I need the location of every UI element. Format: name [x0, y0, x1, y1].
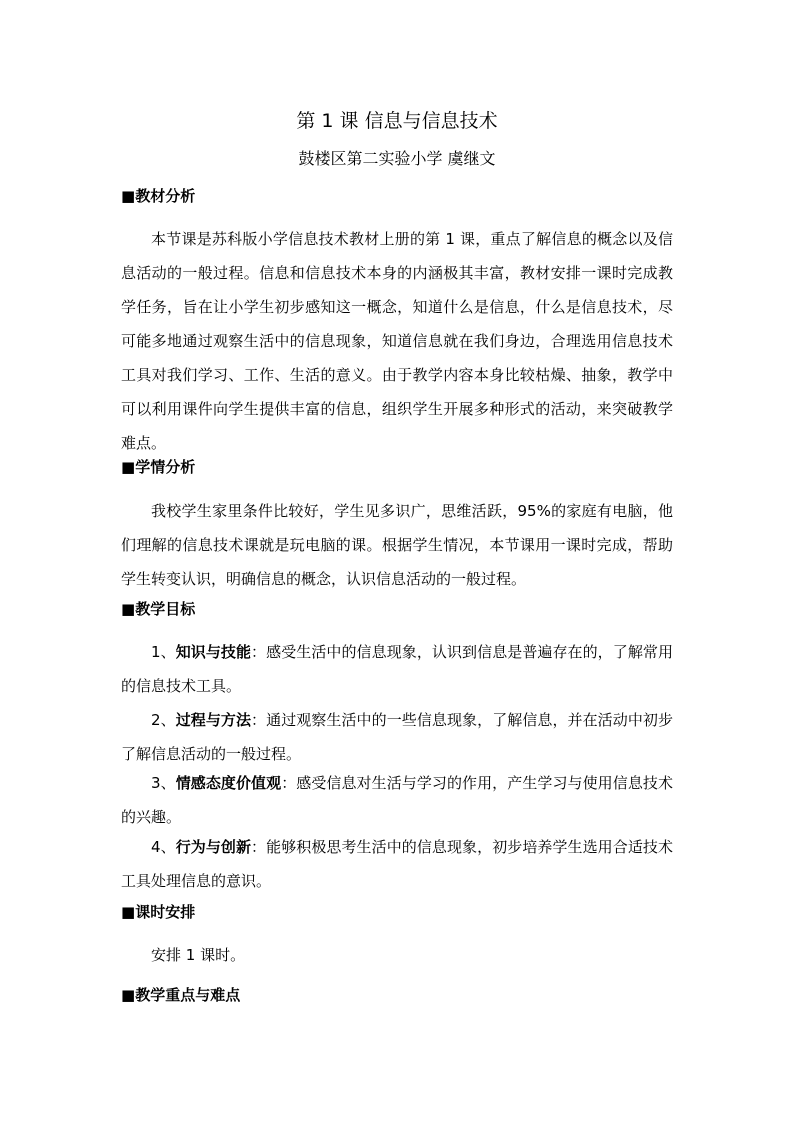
goal-text: 能够积极思考生活中的信息现象，初步培养学生选用合适技术工具处理信息的意识。 — [121, 838, 673, 890]
goal-label: 情感态度价值观 — [175, 774, 282, 792]
section-heading-text: 教学目标 — [135, 600, 196, 618]
goal-number: 2、 — [151, 711, 176, 729]
goal-number: 3、 — [151, 774, 176, 792]
square-bullet-icon: ■ — [121, 600, 136, 618]
goal-item — [121, 703, 673, 771]
goal-item — [121, 766, 673, 834]
section-body-class-hours: 安排 1 课时。 — [151, 946, 246, 964]
section-heading-text: 教材分析 — [135, 187, 196, 205]
author-byline: 鼓楼区第二实验小学 虞继文 — [298, 149, 496, 168]
goal-label: 过程与方法 — [175, 711, 252, 729]
section-heading-teaching-goals — [121, 597, 195, 621]
goal-separator: ： — [251, 711, 267, 729]
square-bullet-icon: ■ — [121, 458, 136, 476]
goal-text: 通过观察生活中的一些信息现象，了解信息，并在活动中初步了解信息活动的一般过程。 — [121, 711, 673, 763]
goal-item — [121, 635, 673, 703]
section-heading-student-analysis — [121, 455, 195, 479]
goal-separator: ： — [281, 774, 297, 792]
goal-label: 行为与创新 — [175, 838, 252, 856]
square-bullet-icon: ■ — [121, 986, 136, 1004]
section-body-student-analysis: 我校学生家里条件比较好，学生见多识广，思维活跃，95%的家庭有电脑，他们理解的信息技术课就是玩电脑的课。根据学生情况，本节课用一课时完成，帮助学生转变认识，明确信息的概念，认识信息活动的一般过程。 — [121, 502, 673, 588]
section-heading-key-points — [121, 983, 240, 1007]
square-bullet-icon: ■ — [121, 187, 136, 205]
section-heading-text: 学情分析 — [135, 458, 196, 476]
goal-label: 知识与技能 — [175, 643, 252, 661]
goal-text: 感受信息对生活与学习的作用，产生学习与使用信息技术的兴趣。 — [121, 774, 673, 826]
goal-number: 1、 — [151, 643, 176, 661]
goal-separator: ： — [251, 838, 267, 856]
goal-item — [121, 830, 673, 898]
section-body-textbook-analysis: 本节课是苏科版小学信息技术教材上册的第 1 课，重点了解信息的概念以及信息活动的一般过程。信息和信息技术本身的内涵极其丰富，教材安排一课时完成教学任务，旨在让小学生初步感知这一概念，知道什么是信息，什么是信息技术，尽可能多地通过观察生活中的信息现象，知道信息就在我们身边，合理选用信息技术工具对我们学习、工作、生活的意义。由于教学内容本身比较枯燥、抽象，教学中可以利用课件向学生提供丰富的信息，组织学生开展多种形式的活动，来突破教学难点。 — [121, 230, 673, 452]
section-heading-text: 教学重点与难点 — [135, 986, 241, 1004]
section-heading-textbook-analysis — [121, 184, 195, 208]
square-bullet-icon: ■ — [121, 903, 136, 921]
goal-separator: ： — [251, 643, 267, 661]
page-title: 第 1 课 信息与信息技术 — [296, 110, 498, 132]
goal-number: 4、 — [151, 838, 176, 856]
section-heading-text: 课时安排 — [135, 903, 196, 921]
section-heading-class-hours — [121, 900, 195, 924]
goal-text: 感受生活中的信息现象，认识到信息是普遍存在的，了解常用的信息技术工具。 — [121, 643, 673, 695]
